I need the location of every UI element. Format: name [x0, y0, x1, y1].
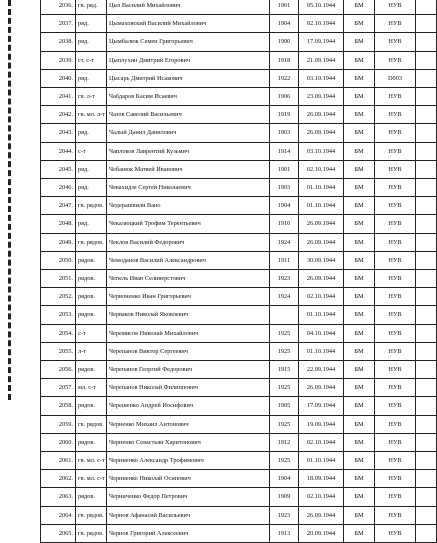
record-date: 03.10.1944 — [299, 69, 344, 87]
record-full-name: Черненко Михаил Антонович — [107, 415, 270, 433]
record-empty-cell — [416, 51, 437, 69]
record-date: 26.09.1944 — [299, 506, 344, 524]
record-empty-cell — [416, 106, 437, 124]
record-code-2: НУВ — [375, 288, 416, 306]
record-code-2: НУВ — [375, 124, 416, 142]
record-date: 17.09.1944 — [299, 397, 344, 415]
record-code-1: БМ — [344, 197, 375, 215]
record-code-1: БМ — [344, 15, 375, 33]
record-number: 2055. — [41, 342, 76, 360]
record-date: 04.10.1944 — [299, 324, 344, 342]
table-row — [41, 215, 437, 233]
record-code-1: БМ — [344, 106, 375, 124]
record-code-2: НУВ — [375, 160, 416, 178]
record-birth-year: 1901 — [270, 160, 299, 178]
record-empty-cell — [416, 270, 437, 288]
record-rank: ряд. — [76, 124, 107, 142]
record-code-2: D003 — [375, 69, 416, 87]
record-code-2: НУВ — [375, 106, 416, 124]
record-empty-cell — [416, 142, 437, 160]
record-number: 2052. — [41, 288, 76, 306]
record-full-name: Черемисов Николай Михайлович — [107, 324, 270, 342]
record-code-1: БМ — [344, 288, 375, 306]
record-date: 26.09.1944 — [299, 270, 344, 288]
record-empty-cell — [416, 506, 437, 524]
table-row — [41, 452, 437, 470]
record-full-name: Черненко Севастьян Харитонович — [107, 433, 270, 451]
table-row — [41, 251, 437, 269]
record-birth-year: 1901 — [270, 0, 299, 15]
record-date: 02.10.1944 — [299, 15, 344, 33]
table-row — [41, 160, 437, 178]
record-empty-cell — [416, 470, 437, 488]
table-row — [41, 379, 437, 397]
record-number: 2061. — [41, 452, 76, 470]
record-code-2: НУВ — [375, 379, 416, 397]
record-code-1: БМ — [344, 415, 375, 433]
record-rank: рядов. — [76, 488, 107, 506]
table-row — [41, 69, 437, 87]
record-code-2: НУВ — [375, 397, 416, 415]
table-row — [41, 124, 437, 142]
record-number: 2062. — [41, 470, 76, 488]
record-rank: гв. рядов. — [76, 524, 107, 542]
record-full-name: Цысарь Дмитрий Исакович — [107, 69, 270, 87]
record-date: 18.09.1944 — [299, 470, 344, 488]
record-full-name: Черепанов Виктор Сергеевич — [107, 342, 270, 360]
record-rank: гв. мл. с-т — [76, 470, 107, 488]
table-row — [41, 415, 437, 433]
record-code-2: НУВ — [375, 197, 416, 215]
record-empty-cell — [416, 251, 437, 269]
record-code-2: НУВ — [375, 233, 416, 251]
table-row — [41, 288, 437, 306]
record-rank: ряд. — [76, 179, 107, 197]
record-number: 2036. — [41, 0, 76, 15]
record-code-2: НУВ — [375, 361, 416, 379]
record-full-name: Червоненко Иван Григорьевич — [107, 288, 270, 306]
record-date: 22.09.1944 — [299, 361, 344, 379]
record-full-name: Чаплоков Лаврентий Кузьмич — [107, 142, 270, 160]
record-rank: с-т — [76, 324, 107, 342]
record-number: 2039. — [41, 51, 76, 69]
record-birth-year: 1925 — [270, 415, 299, 433]
record-code-1: БМ — [344, 433, 375, 451]
record-rank: гв. рядов. — [76, 506, 107, 524]
table-row — [41, 33, 437, 51]
record-empty-cell — [416, 433, 437, 451]
record-birth-year: 1918 — [270, 51, 299, 69]
record-number: 2047. — [41, 197, 76, 215]
record-rank: гв. л-т — [76, 88, 107, 106]
record-empty-cell — [416, 69, 437, 87]
table-row — [41, 179, 437, 197]
record-full-name: Чалый Данил Данилович — [107, 124, 270, 142]
record-code-2: НУВ — [375, 488, 416, 506]
record-rank: гв. рядов. — [76, 415, 107, 433]
record-date: 20.09.1944 — [299, 524, 344, 542]
record-number: 2040. — [41, 69, 76, 87]
record-full-name: Черешенко Андрей Иосифович — [107, 397, 270, 415]
record-number: 2041. — [41, 88, 76, 106]
record-date: 02.10.1944 — [299, 160, 344, 178]
record-code-2: НУВ — [375, 251, 416, 269]
record-full-name: Чеклов Василий Федорович — [107, 233, 270, 251]
record-empty-cell — [416, 324, 437, 342]
record-full-name: Черепанов Георгий Федорович — [107, 361, 270, 379]
record-full-name: Чемоданов Василий Александрович — [107, 251, 270, 269]
record-code-1: БМ — [344, 306, 375, 324]
record-empty-cell — [416, 160, 437, 178]
record-birth-year: 1923 — [270, 506, 299, 524]
table-row — [41, 306, 437, 324]
record-birth-year: 1904 — [270, 470, 299, 488]
record-date: 01.10.1944 — [299, 452, 344, 470]
record-full-name: Черваков Николай Яковлевич — [107, 306, 270, 324]
record-birth-year: 1925 — [270, 452, 299, 470]
record-birth-year: 1904 — [270, 15, 299, 33]
table-row — [41, 197, 437, 215]
record-number: 2063. — [41, 488, 76, 506]
record-code-2: НУВ — [375, 452, 416, 470]
record-birth-year: 1904 — [270, 197, 299, 215]
record-number: 2050. — [41, 251, 76, 269]
table-row — [41, 488, 437, 506]
record-code-2: НУВ — [375, 15, 416, 33]
record-empty-cell — [416, 361, 437, 379]
record-number: 2056. — [41, 361, 76, 379]
record-rank: ряд. — [76, 69, 107, 87]
record-birth-year: 1910 — [270, 215, 299, 233]
table-row — [41, 106, 437, 124]
record-birth-year: 1906 — [270, 88, 299, 106]
table-row — [41, 270, 437, 288]
record-code-2: НУВ — [375, 270, 416, 288]
record-rank: ряд. — [76, 215, 107, 233]
record-birth-year: 1925 — [270, 342, 299, 360]
record-empty-cell — [416, 233, 437, 251]
record-number: 2038. — [41, 33, 76, 51]
casualty-register-table — [40, 0, 437, 543]
record-date: 03.10.1944 — [299, 142, 344, 160]
record-code-2: НУВ — [375, 179, 416, 197]
record-empty-cell — [416, 452, 437, 470]
record-birth-year: 1923 — [270, 270, 299, 288]
record-code-2: НУВ — [375, 433, 416, 451]
record-date: 05.10.1944 — [299, 0, 344, 15]
record-code-1: БМ — [344, 524, 375, 542]
record-birth-year: 1914 — [270, 142, 299, 160]
record-full-name: Чевахидзе Сергей Николаевич — [107, 179, 270, 197]
record-code-2: НУВ — [375, 51, 416, 69]
record-rank: рядов. — [76, 361, 107, 379]
record-date: 26.09.1944 — [299, 215, 344, 233]
record-rank: ряд. — [76, 160, 107, 178]
record-birth-year: 1911 — [270, 251, 299, 269]
record-code-1: БМ — [344, 0, 375, 15]
table-row — [41, 470, 437, 488]
record-birth-year: 1925 — [270, 324, 299, 342]
record-date: 26.09.1944 — [299, 106, 344, 124]
record-empty-cell — [416, 342, 437, 360]
record-date: 26.09.1944 — [299, 379, 344, 397]
record-rank: мл. с-т — [76, 379, 107, 397]
record-number: 2059. — [41, 415, 76, 433]
record-date: 21.09.1944 — [299, 51, 344, 69]
record-code-1: БМ — [344, 215, 375, 233]
record-number: 2054. — [41, 324, 76, 342]
record-birth-year — [270, 306, 299, 324]
record-number: 2042. — [41, 106, 76, 124]
record-code-1: БМ — [344, 51, 375, 69]
record-rank: гв. ряд. — [76, 0, 107, 15]
record-number: 2064. — [41, 506, 76, 524]
record-birth-year: 1905 — [270, 397, 299, 415]
binding-perforation — [8, 0, 11, 400]
record-rank: рядов. — [76, 288, 107, 306]
record-code-1: БМ — [344, 506, 375, 524]
record-code-1: БМ — [344, 88, 375, 106]
record-number: 2044. — [41, 142, 76, 160]
record-full-name: Чернов Афанасий Васильевич — [107, 506, 270, 524]
record-number: 2043. — [41, 124, 76, 142]
table-row — [41, 361, 437, 379]
record-code-1: БМ — [344, 324, 375, 342]
record-full-name: Цымбалюк Семен Григорьевич — [107, 33, 270, 51]
record-rank: рядов. — [76, 251, 107, 269]
record-empty-cell — [416, 524, 437, 542]
record-number: 2051. — [41, 270, 76, 288]
record-full-name: Чекалюцкий Трофим Терентьевич — [107, 215, 270, 233]
record-number: 2058. — [41, 397, 76, 415]
record-number: 2049. — [41, 233, 76, 251]
record-rank: гв. рядов. — [76, 233, 107, 251]
record-number: 2048. — [41, 215, 76, 233]
record-rank: с-т — [76, 142, 107, 160]
record-number: 2053. — [41, 306, 76, 324]
record-full-name: Цыз Василий Михайлович — [107, 0, 270, 15]
record-empty-cell — [416, 179, 437, 197]
record-date: 02.10.1944 — [299, 488, 344, 506]
record-empty-cell — [416, 488, 437, 506]
table-row — [41, 324, 437, 342]
record-empty-cell — [416, 379, 437, 397]
record-rank: гв. рядов. — [76, 197, 107, 215]
record-rank: ряд. — [76, 15, 107, 33]
record-number: 2060. — [41, 433, 76, 451]
record-birth-year: 1919 — [270, 106, 299, 124]
table-row — [41, 397, 437, 415]
record-code-2: НУВ — [375, 0, 416, 15]
record-number: 2057. — [41, 379, 76, 397]
record-rank: ст. с-т — [76, 51, 107, 69]
record-code-2: НУВ — [375, 324, 416, 342]
record-code-2: НУВ — [375, 33, 416, 51]
record-empty-cell — [416, 124, 437, 142]
record-number: 2046. — [41, 179, 76, 197]
record-full-name: Черниенко Александр Трофимович — [107, 452, 270, 470]
record-code-1: БМ — [344, 488, 375, 506]
record-date: 01.10.1944 — [299, 342, 344, 360]
record-date: 26.09.1944 — [299, 124, 344, 142]
table-row — [41, 506, 437, 524]
record-code-2: НУВ — [375, 88, 416, 106]
record-empty-cell — [416, 197, 437, 215]
record-code-1: БМ — [344, 124, 375, 142]
record-code-1: БМ — [344, 470, 375, 488]
table-row — [41, 15, 437, 33]
record-birth-year: 1915 — [270, 361, 299, 379]
record-empty-cell — [416, 288, 437, 306]
record-full-name: Цымаховский Василий Михайлович — [107, 15, 270, 33]
record-empty-cell — [416, 88, 437, 106]
record-full-name: Черепанов Николай Филиппович — [107, 379, 270, 397]
record-code-2: НУВ — [375, 524, 416, 542]
record-full-name: Чедерашвили Вано — [107, 197, 270, 215]
record-rank: гв. мл. л-т — [76, 106, 107, 124]
record-code-1: БМ — [344, 160, 375, 178]
table-row — [41, 0, 437, 15]
record-birth-year: 1925 — [270, 379, 299, 397]
record-date: 23.09.1944 — [299, 88, 344, 106]
record-empty-cell — [416, 397, 437, 415]
record-rank: рядов. — [76, 270, 107, 288]
record-code-1: БМ — [344, 379, 375, 397]
record-code-1: БМ — [344, 251, 375, 269]
record-code-1: БМ — [344, 452, 375, 470]
record-birth-year: 1922 — [270, 69, 299, 87]
record-birth-year: 1924 — [270, 233, 299, 251]
record-rank: гв. мл. с-т — [76, 452, 107, 470]
record-code-2: НУВ — [375, 342, 416, 360]
record-code-1: БМ — [344, 33, 375, 51]
record-birth-year: 1913 — [270, 524, 299, 542]
record-birth-year: 1903 — [270, 179, 299, 197]
record-number: 2037. — [41, 15, 76, 33]
record-full-name: Чепель Иван Селиверстович — [107, 270, 270, 288]
record-full-name: Черниенко Николай Осипович — [107, 470, 270, 488]
record-empty-cell — [416, 215, 437, 233]
record-code-1: БМ — [344, 270, 375, 288]
record-full-name: Чернов Григорий Алексеевич — [107, 524, 270, 542]
record-date: 02.10.1944 — [299, 433, 344, 451]
record-date: 30.09.1944 — [299, 251, 344, 269]
record-empty-cell — [416, 33, 437, 51]
record-full-name: Цыплухин Дмитрий Егорович — [107, 51, 270, 69]
record-number: 2065. — [41, 524, 76, 542]
record-code-1: БМ — [344, 361, 375, 379]
record-rank: рядов. — [76, 306, 107, 324]
table-row — [41, 88, 437, 106]
record-empty-cell — [416, 15, 437, 33]
record-full-name: Чебанюк Матвей Иванович — [107, 160, 270, 178]
record-date: 17.09.1944 — [299, 33, 344, 51]
table-row — [41, 233, 437, 251]
record-code-2: НУВ — [375, 142, 416, 160]
record-rank: рядов. — [76, 433, 107, 451]
record-birth-year: 1924 — [270, 288, 299, 306]
record-full-name: Черниченко Федор Петрович — [107, 488, 270, 506]
record-full-name: Чабдаров Касим Исаевич — [107, 88, 270, 106]
record-date: 26.09.1944 — [299, 233, 344, 251]
record-birth-year: 1903 — [270, 124, 299, 142]
record-date: 19.09.1944 — [299, 415, 344, 433]
record-empty-cell — [416, 415, 437, 433]
record-code-1: БМ — [344, 233, 375, 251]
table-row — [41, 142, 437, 160]
record-code-2: НУВ — [375, 415, 416, 433]
record-code-2: НУВ — [375, 506, 416, 524]
table-row — [41, 51, 437, 69]
record-code-1: БМ — [344, 69, 375, 87]
register-body — [41, 0, 437, 543]
table-row — [41, 433, 437, 451]
record-birth-year: 1900 — [270, 33, 299, 51]
record-date: 01.10.1944 — [299, 197, 344, 215]
record-code-2: НУВ — [375, 306, 416, 324]
record-rank: л-т — [76, 342, 107, 360]
record-birth-year: 1912 — [270, 433, 299, 451]
record-full-name: Чазов Савелий Васильевич — [107, 106, 270, 124]
record-empty-cell — [416, 306, 437, 324]
record-rank: ряд. — [76, 33, 107, 51]
record-code-2: НУВ — [375, 470, 416, 488]
record-code-1: БМ — [344, 142, 375, 160]
record-code-1: БМ — [344, 179, 375, 197]
record-birth-year: 1909 — [270, 488, 299, 506]
record-code-1: БМ — [344, 342, 375, 360]
record-code-2: НУВ — [375, 215, 416, 233]
record-empty-cell — [416, 0, 437, 15]
record-date: 01.10.1944 — [299, 179, 344, 197]
record-rank: рядов. — [76, 397, 107, 415]
record-code-1: БМ — [344, 397, 375, 415]
table-row — [41, 524, 437, 542]
record-number: 2045. — [41, 160, 76, 178]
record-date: 02.10.1944 — [299, 288, 344, 306]
table-row — [41, 342, 437, 360]
record-date: 01.10.1944 — [299, 306, 344, 324]
